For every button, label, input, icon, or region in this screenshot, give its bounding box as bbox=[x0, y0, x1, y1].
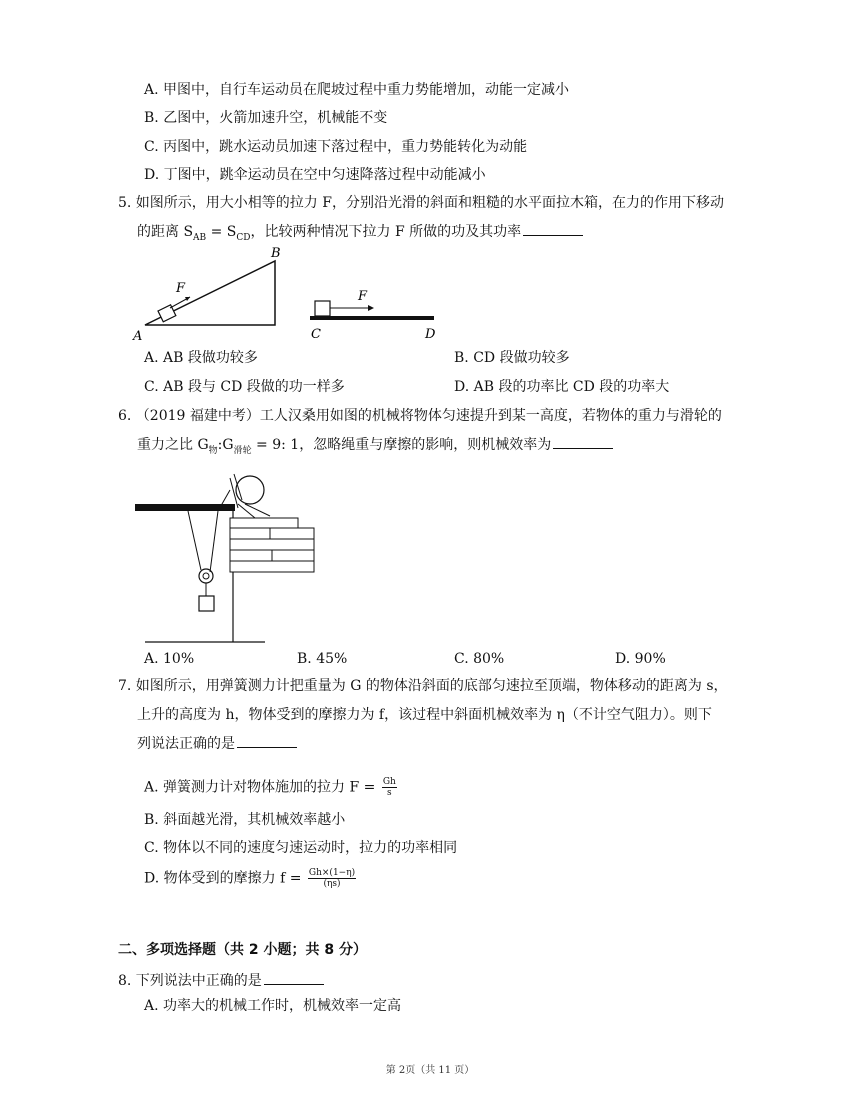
q5-option-b: B. CD 段做功较多 bbox=[454, 350, 570, 366]
q7-option-c: C. 物体以不同的速度匀速运动时，拉力的功率相同 bbox=[144, 840, 458, 856]
q4-option-a: A. 甲图中，自行车运动员在爬坡过程中重力势能增加，动能一定减小 bbox=[144, 82, 570, 98]
pulley bbox=[199, 569, 213, 583]
answer-blank bbox=[264, 970, 324, 985]
q7-stem-line2: 上升的高度为 h，物体受到的摩擦力为 f，该过程中斜面机械效率为 η（不计空气阻力）。则下 bbox=[137, 707, 712, 723]
q7-stem-line3: 列说法正确的是 bbox=[137, 733, 297, 754]
q6-stem-line2: 重力之比 $G_物:G_{滑轮} = 9$: 1，忽略绳重与摩擦的影响，则机械效率为 bbox=[137, 434, 613, 461]
q7-option-b: B. 斜面越光滑，其机械效率越小 bbox=[144, 812, 346, 828]
incline-box bbox=[158, 305, 176, 322]
incline-force-label: F bbox=[176, 281, 186, 296]
q6-option-d: D. 90% bbox=[615, 651, 666, 667]
q5-figure bbox=[130, 245, 440, 345]
q4-option-b: B. 乙图中，火箭加速升空，机械能不变 bbox=[144, 110, 388, 126]
q7-option-a: A. 弹簧测力计对物体施加的拉力 F = $\frac{Gh}{s}$ bbox=[144, 777, 396, 798]
q5-stem-line1: 5. 如图所示，用大小相等的拉力 F，分别沿光滑的斜面和粗糙的水平面拉木箱，在力的作用下移动 bbox=[118, 195, 724, 211]
q4-option-d: D. 丁图中，跳伞运动员在空中匀速降落过程中动能减小 bbox=[144, 167, 486, 183]
point-c-label: C bbox=[311, 327, 321, 342]
answer-blank bbox=[523, 221, 583, 236]
surface-force-label: F bbox=[358, 289, 368, 304]
q5-option-c: C. AB 段与 CD 段做的功一样多 bbox=[144, 379, 345, 395]
q6-stem-line1: 6. （2019 福建中考）工人汉桑用如图的机械将物体匀速提升到某一高度，若物体的重力与滑轮的 bbox=[118, 408, 722, 424]
q5-option-d: D. AB 段的功率比 CD 段的功率大 bbox=[454, 379, 670, 395]
q6-option-b: B. 45% bbox=[297, 651, 348, 667]
q5-option-a: A. AB 段做功较多 bbox=[144, 350, 258, 366]
q6-pulley-figure bbox=[130, 460, 330, 650]
point-d-label: D bbox=[425, 327, 436, 342]
q4-option-c: C. 丙图中，跳水运动员加速下落过程中，重力势能转化为动能 bbox=[144, 139, 528, 155]
q5-stem-line2: 的距离 $S_{AB} = S_{CD}$，比较两种情况下拉力 F 所做的功及其功率 bbox=[137, 221, 583, 248]
section-2-heading: 二、多项选择题（共 2 小题；共 8 分） bbox=[118, 942, 367, 958]
q7-option-d: D. 物体受到的摩擦力 f = $\frac{Gh\times(1-\eta)}{(\eta s)}$ bbox=[144, 868, 356, 889]
q7-stem-line1: 7. 如图所示，用弹簧测力计把重量为 G 的物体沿斜面的底部匀速拉至顶端，物体移动的距离为 s， bbox=[118, 678, 728, 694]
q6-option-c: C. 80% bbox=[454, 651, 505, 667]
brick-wall bbox=[230, 518, 314, 572]
fraction: $\frac{Gh}{s}$ bbox=[382, 777, 396, 798]
rough-surface bbox=[310, 316, 434, 320]
q6-option-a: A. 10% bbox=[144, 651, 195, 667]
point-b-label: B bbox=[271, 246, 281, 261]
q8-option-a: A. 功率大的机械工作时，机械效率一定高 bbox=[144, 998, 402, 1014]
load-box bbox=[199, 596, 214, 611]
answer-blank bbox=[237, 733, 297, 748]
page-footer: 第 2页（共 11 页） bbox=[385, 1065, 475, 1076]
worker-head bbox=[236, 476, 264, 504]
answer-blank bbox=[553, 434, 613, 449]
fraction: $\frac{Gh\times(1-\eta)}{(\eta s)}$ bbox=[308, 868, 356, 889]
point-a-label: A bbox=[133, 329, 143, 344]
q8-stem: 8. 下列说法中正确的是 bbox=[118, 970, 324, 991]
surface-box bbox=[315, 301, 330, 316]
